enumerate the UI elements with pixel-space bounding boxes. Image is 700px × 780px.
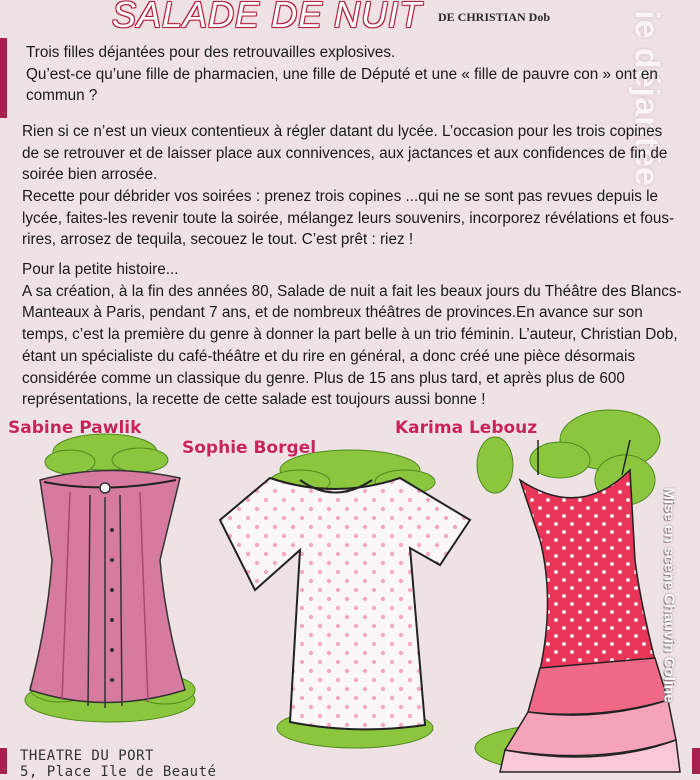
- side-title: ie déjantée: [627, 10, 666, 186]
- corset-icon: [30, 470, 185, 708]
- actress-name-karima: Karima Lebouz: [395, 418, 538, 438]
- venue-name: THEATRE DU PORT: [20, 748, 154, 764]
- venue-footer: [20, 748, 216, 780]
- author-label: DE CHRISTIAN Dob: [438, 10, 551, 24]
- intro-line: Trois filles déjantées pour des retrouvailles explosives.: [26, 44, 396, 61]
- intro-line: Qu’est-ce qu’une fille de pharmacien, une fille de Député et une « fille de pauvre con » ont en commun ?: [26, 65, 658, 105]
- page-title: SALADE DE NUIT: [112, 0, 423, 35]
- paragraph-text: A sa création, à la fin des années 80, Salade de nuit a fait les beaux jours du Théâtre des Blancs-Manteaux à Paris, pendant 7 ans, et de nombreux théâtres de provinces.En avance sur son temps, c’est la première du genre à donner la part belle à un trio féminin. L’auteur, Christian Dob, étant un spécialiste du café-théâtre et du rire en général, a donc créé une pièce désormais considérée comme un classique du genre. Plus de 15 ans plus tard, et après plus de 600 représentations, la recette de cette salade est toujours aussi bonne !: [22, 282, 682, 409]
- paragraph-heading: Pour la petite histoire...: [22, 261, 179, 278]
- actress-name-sabine: Sabine Pawlik: [8, 418, 142, 438]
- paragraph-text: Rien si ce n’est un vieux contentieux à régler datant du lycée. L’occasion pour les trois copines de se retrouver et de laisser place aux connivences, aux jactances et aux confidences de fin de soirée bien arrosée.: [22, 123, 668, 184]
- actress-name-sophie: Sophie Borgel: [182, 438, 317, 458]
- venue-address: 5, Place Ile de Beauté: [20, 764, 217, 780]
- lettuce-top-left: [45, 434, 168, 474]
- credit-box: [655, 460, 683, 730]
- paragraph-text: Recette pour débrider vos soirées : prenez trois copines ...qui ne se sont pas revues depuis le lycée, faites-les revenir toute la soirée, mélangez leurs souvenirs, incorporez révélations et fous-rires, arrosez de tequila, secouez le tout. C’est prêt : riez !: [22, 188, 675, 249]
- tshirt-icon: [220, 478, 470, 729]
- director-credit: Mise en scène Chauvin Coline: [660, 487, 678, 703]
